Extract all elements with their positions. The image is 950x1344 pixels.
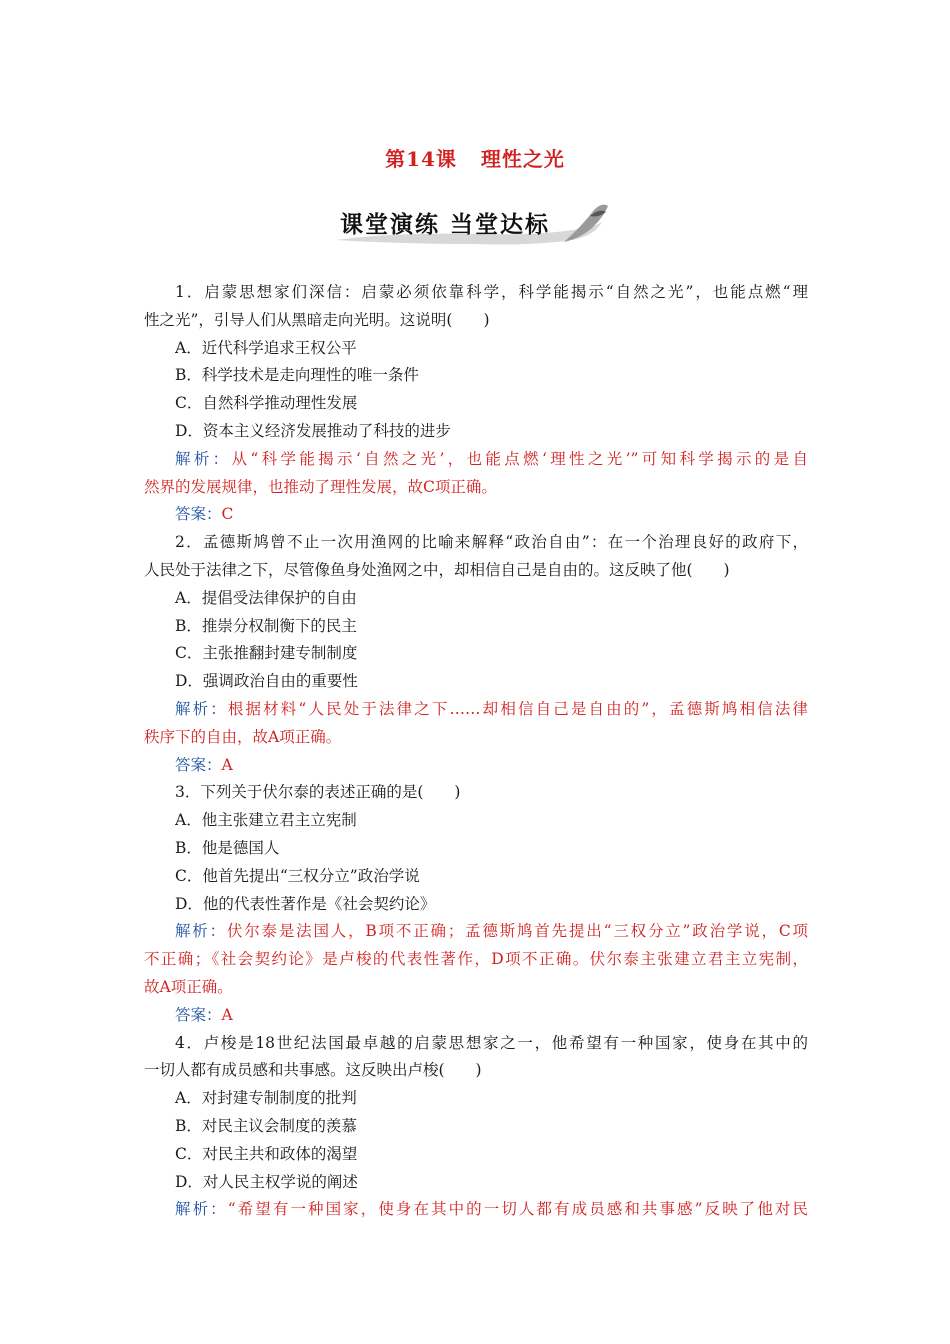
analysis xyxy=(144,1196,808,1224)
analysis xyxy=(144,446,808,474)
answer xyxy=(144,752,808,780)
answer-value: C xyxy=(221,505,234,524)
analysis xyxy=(144,696,808,724)
question-stem: 2．孟德斯鸠曾不止一次用渔网的比喻来解释“政治自由”：在一个治理良好的政府下， xyxy=(175,533,808,552)
question-stem: 一切人都有成员感和共事感。这反映出卢梭( ) xyxy=(144,1061,482,1080)
banner-text xyxy=(340,206,550,239)
banner-right: 当堂达标 xyxy=(450,212,550,238)
option-a: A．近代科学追求王权公平 xyxy=(175,338,357,357)
answer-value: A xyxy=(221,755,233,774)
question-2 xyxy=(144,529,808,779)
analysis xyxy=(144,918,808,946)
analysis-label: 解析： xyxy=(175,1200,228,1219)
analysis-text: “希望有一种国家，使身在其中的一切人都有成员感和共事感”反映了他对民 xyxy=(227,1200,808,1219)
banner-left: 课堂演练 xyxy=(340,212,440,238)
option-a: A．提倡受法律保护的自由 xyxy=(175,588,357,607)
analysis-label: 解析： xyxy=(175,699,228,718)
option-a: A．他主张建立君主立宪制 xyxy=(175,811,357,830)
question-1 xyxy=(144,279,808,529)
lesson-topic: 理性之光 xyxy=(480,147,565,171)
question-stem: 人民处于法律之下，尽管像鱼身处渔网之中，却相信自己是自由的。这反映了他( ) xyxy=(144,560,730,579)
option-c: C．自然科学推动理性发展 xyxy=(175,394,358,413)
option-b: B．他是德国人 xyxy=(175,838,280,857)
answer-value: A xyxy=(221,1005,233,1024)
page-title xyxy=(0,143,950,172)
answer xyxy=(144,501,808,529)
question-stem: 性之光”，引导人们从黑暗走向光明。这说明( ) xyxy=(144,310,490,329)
question-list xyxy=(144,279,808,1224)
option-b: B．对民主议会制度的羡慕 xyxy=(175,1116,357,1135)
question-3 xyxy=(144,779,808,1029)
analysis-text: 故A项正确。 xyxy=(144,977,233,996)
answer-label: 答案： xyxy=(175,505,222,524)
question-4 xyxy=(144,1030,808,1225)
analysis-label: 解析： xyxy=(175,922,227,941)
option-a: A．对封建专制制度的批判 xyxy=(175,1089,357,1108)
option-c: C．对民主共和政体的渴望 xyxy=(175,1144,358,1163)
analysis-text: 从“科学能揭示‘自然之光’，也能点燃‘理性之光’”可知科学揭示的是自 xyxy=(231,449,808,468)
analysis-text: 根据材料“人民处于法律之下……却相信自己是自由的”，孟德斯鸠相信法律 xyxy=(227,699,808,718)
option-d: D．对人民主权学说的阐述 xyxy=(175,1172,358,1191)
option-d: D．他的代表性著作是《社会契约论》 xyxy=(175,894,436,913)
analysis-text: 秩序下的自由，故A项正确。 xyxy=(144,727,342,746)
option-b: B．推崇分权制衡下的民主 xyxy=(175,616,357,635)
analysis-text: 不正确；《社会契约论》是卢梭的代表性著作，D项不正确。伏尔泰主张建立君主立宪制， xyxy=(144,950,808,969)
option-c: C．他首先提出“三权分立”政治学说 xyxy=(175,866,420,885)
answer-label: 答案： xyxy=(175,755,222,774)
section-banner xyxy=(332,196,622,250)
analysis-text: 伏尔泰是法国人，B项不正确；孟德斯鸠首先提出“三权分立”政治学说，C项 xyxy=(226,922,808,941)
option-d: D．资本主义经济发展推动了科技的进步 xyxy=(175,421,451,440)
analysis-label: 解析： xyxy=(175,449,232,468)
question-stem: 3．下列关于伏尔泰的表述正确的是( ) xyxy=(175,783,461,802)
option-d: D．强调政治自由的重要性 xyxy=(175,672,358,691)
answer-label: 答案： xyxy=(175,1005,222,1024)
lesson-number: 第14课 xyxy=(385,147,457,171)
analysis-text: 然界的发展规律，也推动了理性发展，故C项正确。 xyxy=(144,477,497,496)
option-c: C．主张推翻封建专制制度 xyxy=(175,644,358,663)
option-b: B．科学技术是走向理性的唯一条件 xyxy=(175,366,419,385)
answer xyxy=(144,1002,808,1030)
question-stem: 4．卢梭是18世纪法国最卓越的启蒙思想家之一，他希望有一种国家，使身在其中的 xyxy=(175,1033,808,1052)
question-stem: 1．启蒙思想家们深信：启蒙必须依靠科学，科学能揭示“自然之光”，也能点燃“理 xyxy=(175,283,808,301)
